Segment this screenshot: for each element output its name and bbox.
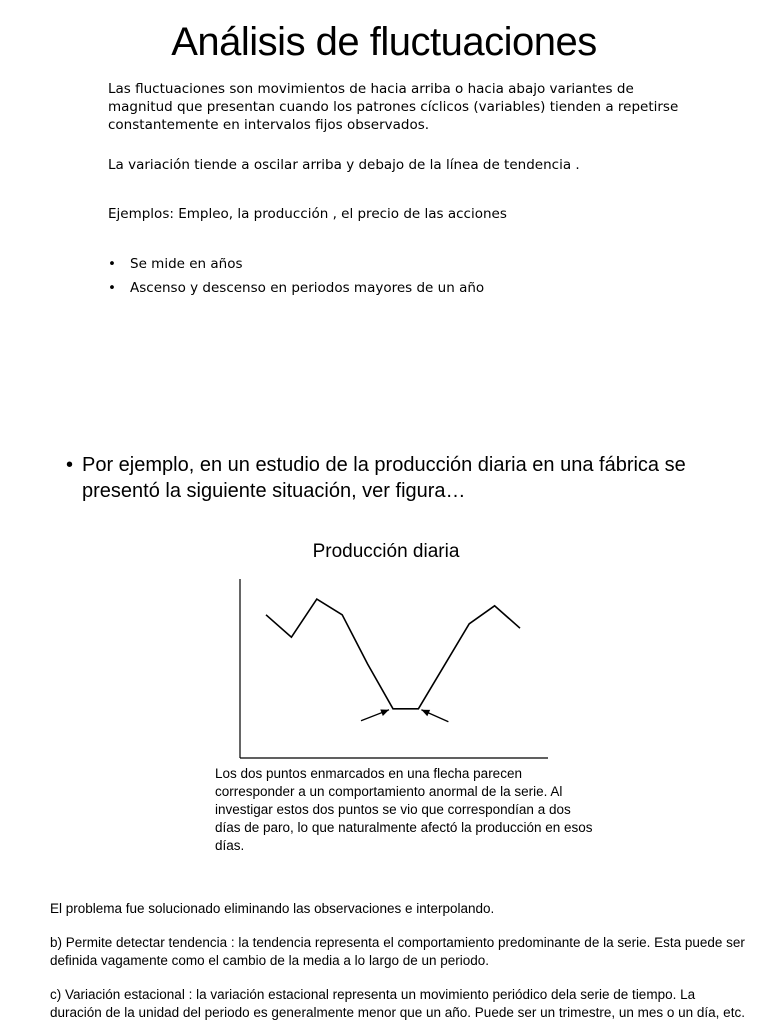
bullet-icon: • — [108, 256, 116, 272]
bullet-icon: • — [66, 454, 74, 476]
list-item — [108, 255, 484, 273]
chart-title: Producción diaria — [312, 541, 460, 562]
annotation-arrow-right — [421, 710, 448, 722]
bullet-icon: • — [108, 280, 116, 296]
annotation-arrows — [361, 709, 448, 721]
page-title: Análisis de fluctuaciones — [171, 20, 597, 64]
list-item-text: Se mide en años — [130, 256, 243, 272]
footer-paragraph-solution: El problema fue solucionado eliminando las observaciones e interpolando. — [50, 901, 495, 916]
series-line — [266, 599, 520, 709]
chart-caption: Los dos puntos enmarcados en una flecha parecen corresponder a un comportamiento anormal de la serie. Al investigar estos dos puntos se vio que correspondían a dos días de paro, lo que naturalmente afectó la producción en esos días. — [215, 766, 593, 853]
list-item-text: Ascenso y descenso en periodos mayores de un año — [130, 280, 485, 296]
paragraph-definition: Las fluctuaciones son movimientos de hacia arriba o hacia abajo variantes de magnitud que presentan cuando los patrones cíclicos (variables) tienden a repetirse constantemente en intervalos fijos observados. — [108, 81, 679, 133]
list-item — [108, 279, 484, 297]
annotation-arrow-left — [361, 709, 389, 720]
bullet-list — [108, 255, 484, 303]
footer-paragraph-trend: b) Permite detectar tendencia : la tendencia representa el comportamiento predominante de la serie. Esta puede ser definida vagamente como el cambio de la media a lo largo de un periodo. — [50, 935, 745, 968]
footer-paragraph-seasonal: c) Variación estacional : la variación estacional representa un movimiento periódico dela serie de tiempo. La duración de la unidad del periodo es generalmente menor que un año. Puede ser un trimestre, un mes o un día, etc. — [50, 987, 745, 1020]
paragraph-examples: Ejemplos: Empleo, la producción , el precio de las acciones — [108, 206, 507, 222]
example-bullet — [66, 452, 746, 504]
production-chart — [230, 574, 560, 764]
example-bullet-text: Por ejemplo, en un estudio de la producción diaria en una fábrica se presentó la siguiente situación, ver figura… — [82, 454, 686, 502]
paragraph-variation: La variación tiende a oscilar arriba y debajo de la línea de tendencia . — [108, 157, 580, 173]
